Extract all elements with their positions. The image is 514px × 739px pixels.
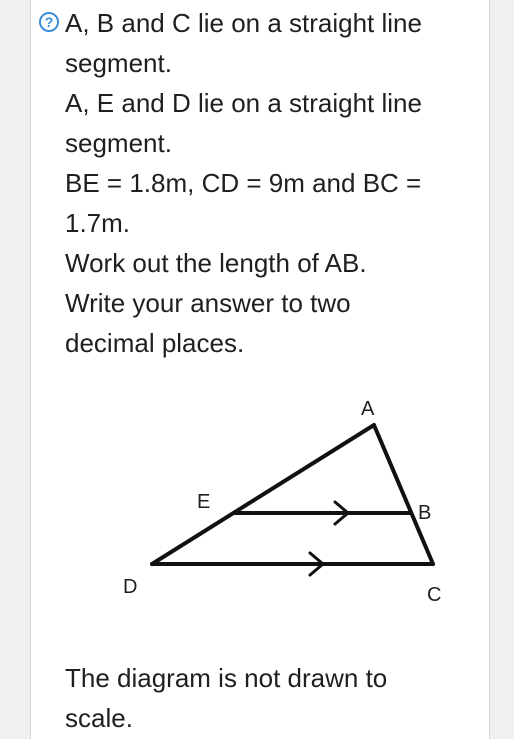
help-icon[interactable]: ? bbox=[39, 12, 59, 32]
question-card bbox=[30, 0, 490, 739]
question-line: A, E and D lie on a straight line bbox=[65, 88, 422, 118]
question-line: BE = 1.8m, CD = 9m and BC = bbox=[65, 168, 422, 198]
note-line: scale. bbox=[65, 703, 133, 733]
question-line: Work out the length of AB. bbox=[65, 248, 367, 278]
label-a: A bbox=[361, 398, 375, 420]
note-line: The diagram is not drawn to bbox=[65, 663, 388, 693]
label-e: E bbox=[197, 491, 211, 513]
question-line: segment. bbox=[65, 48, 172, 78]
question-line: Write your answer to two bbox=[65, 288, 351, 318]
label-d: D bbox=[123, 576, 138, 598]
triangle-diagram bbox=[61, 380, 514, 630]
question-line: segment. bbox=[65, 128, 172, 158]
question-text bbox=[65, 3, 485, 363]
label-c: C bbox=[427, 584, 442, 606]
line-ad bbox=[152, 425, 374, 564]
question-line: decimal places. bbox=[65, 328, 245, 358]
scale-note bbox=[65, 658, 485, 738]
question-line: A, B and C lie on a straight line bbox=[65, 8, 422, 38]
question-line: 1.7m. bbox=[65, 208, 131, 238]
label-b: B bbox=[418, 502, 432, 524]
line-ac bbox=[374, 425, 433, 564]
